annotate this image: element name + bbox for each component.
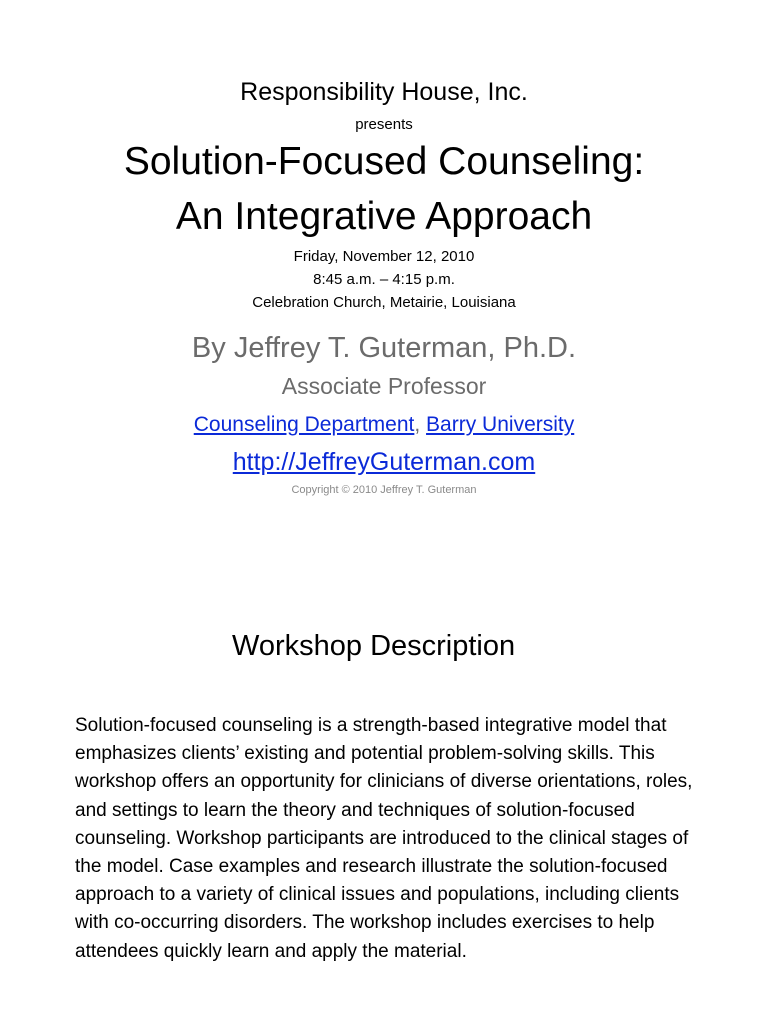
counseling-department-link[interactable]: Counseling Department [193,413,415,436]
barry-university-link[interactable]: Barry University [426,413,575,436]
presenter-position: Associate Professor [281,373,487,399]
event-time: 8:45 a.m. – 4:15 p.m. [313,271,455,288]
title-line-1: Solution-Focused Counseling: [123,140,645,183]
workshop-description: Solution-focused counseling is a strength-based integrative model that emphasizes clients’ existing and potential problem-solving skills. This workshop offers an opportunity for clinicians of diverse orientations, roles, and settings to learn the theory and techniques of solution-focused counseling. Workshop participants are introduced to the clinical stages of the model. Case examples and research illustrate the solution-focused approach to a variety of clinical issues and populations, including clients with co-occurring disorders. The workshop includes exercises to help attendees quickly learn and apply the material. [75,715,693,962]
affiliation-links [0,413,768,437]
organization-name: Responsibility House, Inc. [240,78,528,106]
link-separator: , [414,413,421,436]
event-date: Friday, November 12, 2010 [293,248,475,265]
presenter-byline: By Jeffrey T. Guterman, Ph.D. [191,332,577,364]
title-line-2: An Integrative Approach [175,195,593,238]
workshop-heading: Workshop Description [232,630,516,662]
website-link-row [0,448,768,477]
presents-label: presents [355,116,413,133]
website-link[interactable]: http://JeffreyGuterman.com [232,448,536,476]
event-venue: Celebration Church, Metairie, Louisiana [252,294,516,311]
copyright-notice: Copyright © 2010 Jeffrey T. Guterman [291,484,477,496]
